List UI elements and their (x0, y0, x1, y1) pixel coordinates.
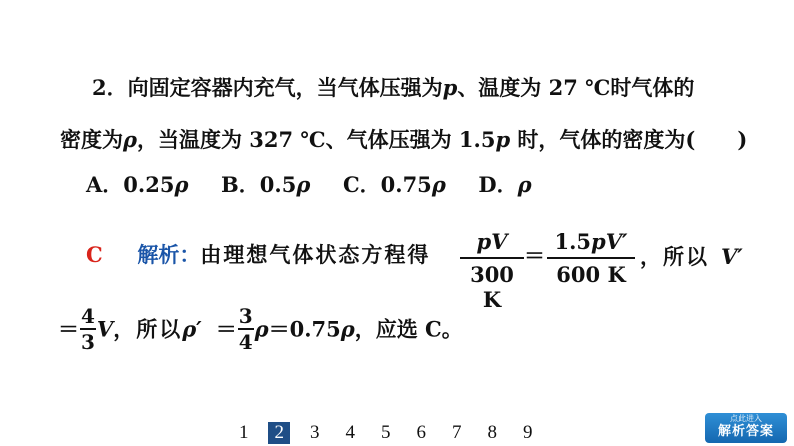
analysis-line-1: C 解析：由理想气体状态方程得 (86, 242, 431, 267)
page-link-3[interactable]: 3 (310, 422, 320, 443)
analysis-line-2: ＝ $\frac{4}{3}$ V，所以ρ′ ＝ $\frac{3}{4}$ ρ＝0.75ρ，应选 C。 (58, 304, 463, 354)
page-link-7[interactable]: 7 (452, 422, 462, 443)
option-a: A．0.25ρ (86, 172, 189, 197)
page-link-2-active[interactable]: 2 (268, 422, 290, 444)
view-analysis-button[interactable]: 点此进入 解析答案 (705, 413, 787, 443)
fraction-4-3: $\frac{4}{3}$ (81, 304, 95, 354)
question-line-2: 密度为ρ，当温度为 327 ℃、气体压强为 1.5p 时，气体的密度为( ) (60, 127, 748, 152)
page-link-1[interactable]: 1 (239, 422, 249, 443)
option-c: C．0.75ρ (342, 172, 446, 197)
page-link-9[interactable]: 9 (523, 422, 533, 443)
question-number: 2． (92, 75, 128, 100)
page-navigation (226, 422, 546, 444)
options-line (86, 174, 532, 195)
question-line-1: 2．向固定容器内充气，当气体压强为p、温度为 27 ℃时气体的 (92, 75, 695, 100)
page-link-8[interactable]: 8 (487, 422, 497, 443)
fraction-pv-300k: pV 300 K (460, 229, 524, 312)
answer-letter: C (86, 242, 103, 267)
page-link-6[interactable]: 6 (416, 422, 426, 443)
option-d: D．ρ (478, 172, 532, 197)
so-text: ，所以 V′ (640, 244, 743, 269)
page-link-5[interactable]: 5 (381, 422, 391, 443)
fraction-1-5pv-600k: 1.5pV′ 600 K (547, 229, 635, 287)
equals-sign: ＝ (524, 243, 545, 268)
fraction-3-4: $\frac{3}{4}$ (238, 304, 253, 354)
analysis-label: 解析： (137, 242, 201, 267)
option-b: B．0.5ρ (221, 172, 311, 197)
page-link-4[interactable]: 4 (345, 422, 355, 443)
